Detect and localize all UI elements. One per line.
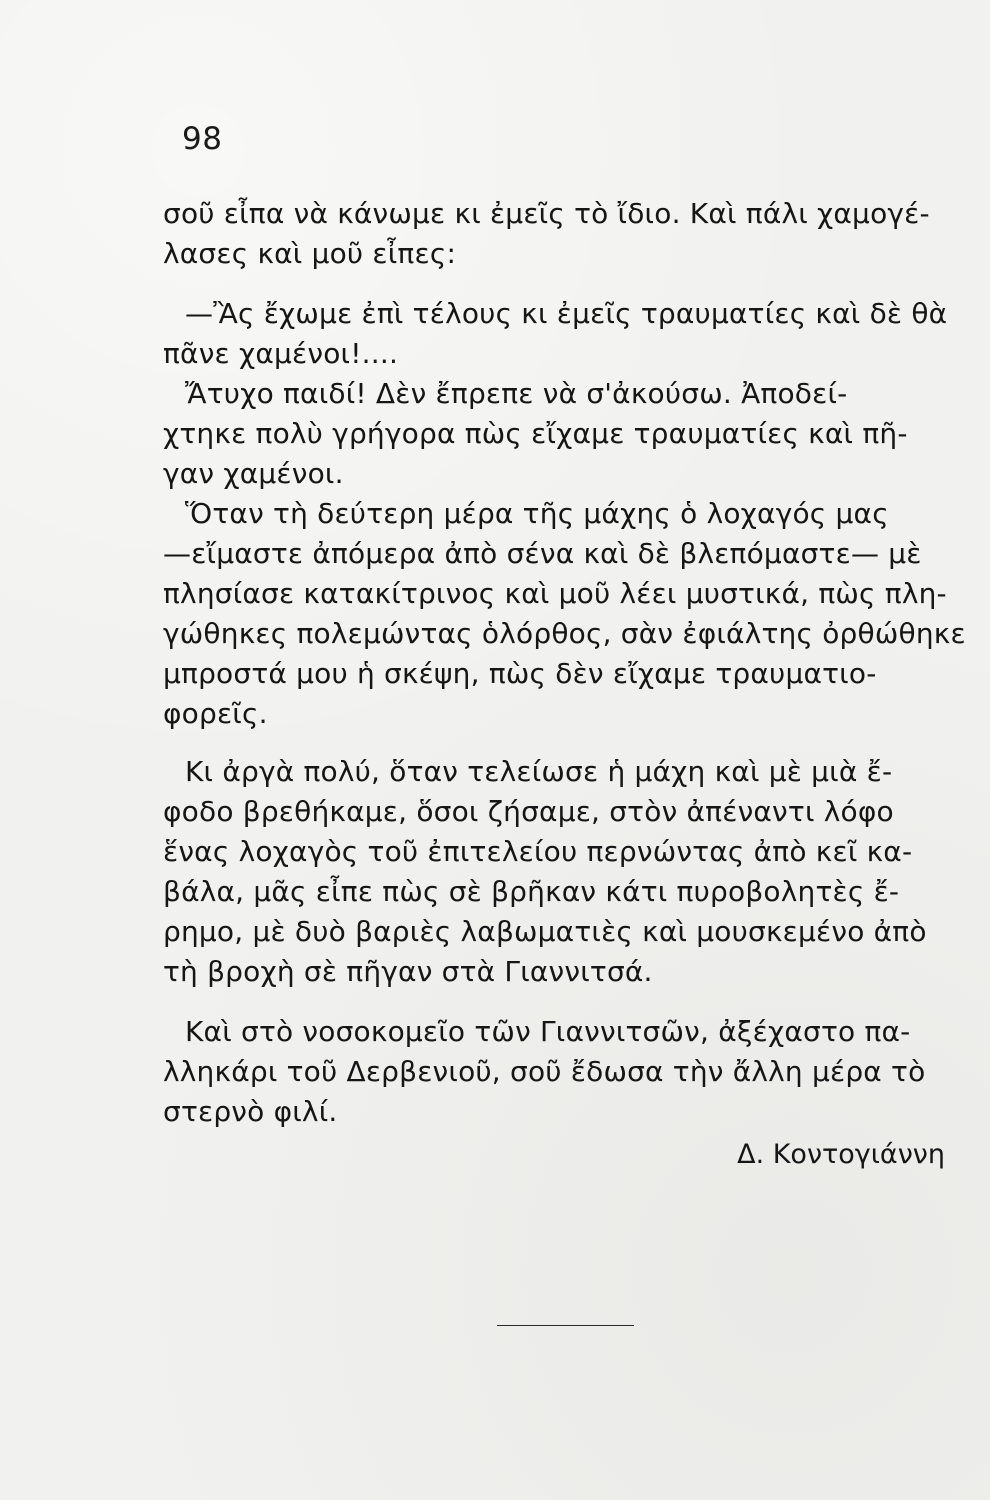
text-line: σοῦ εἶπα νὰ κάνωμε κι ἐμεῖς τὸ ἴδιο. Καὶ πάλι χαμογέ- <box>163 197 930 230</box>
text-line: Κι ἀργὰ πολύ, ὅταν τελείωσε ἡ μάχη καὶ μὲ μιὰ ἔ- <box>185 755 893 788</box>
text-line: Ἄτυχο παιδί! Δὲν ἔπρεπε νὰ σ'ἀκούσω. Ἀποδεί- <box>185 377 848 410</box>
text-line: —Ἂς ἔχωμε ἐπὶ τέλους κι ἐμεῖς τραυματίες καὶ δὲ θὰ <box>185 297 948 330</box>
text-line: γώθηκες πολεμώντας ὁλόρθος, σὰν ἐφιάλτης ὀρθώθηκε <box>163 617 966 650</box>
text-line: Καὶ στὸ νοσοκομεῖο τῶν Γιαννιτσῶν, ἀξέχαστο πα- <box>185 1015 911 1048</box>
text-line: Ὅταν τὴ δεύτερη μέρα τῆς μάχης ὁ λοχαγός μας <box>185 497 889 530</box>
text-line: ἕνας λοχαγὸς τοῦ ἐπιτελείου περνώντας ἀπὸ κεῖ κα- <box>163 835 913 868</box>
text-line: χτηκε πολὺ γρήγορα πὼς εἴχαμε τραυματίες καὶ πῆ- <box>163 417 908 450</box>
text-line: μπροστά μου ἡ σκέψη, πὼς δὲν εἴχαμε τραυματιο- <box>163 657 877 690</box>
text-line: —εἴμαστε ἀπόμερα ἀπὸ σένα καὶ δὲ βλεπόμαστε— μὲ <box>163 537 922 570</box>
text-line: ρημο, μὲ δυὸ βαριὲς λαβωματιὲς καὶ μουσκεμένο ἀπὸ <box>163 915 927 948</box>
text-line: πᾶνε χαμένοι!.... <box>163 337 399 370</box>
text-line: λληκάρι τοῦ Δερβενιοῦ, σοῦ ἔδωσα τὴν ἄλλη μέρα τὸ <box>163 1055 926 1088</box>
text-line: φοδο βρεθήκαμε, ὅσοι ζήσαμε, στὸν ἀπέναντι λόφο <box>163 795 894 828</box>
separator-line <box>497 1325 634 1326</box>
page-number: 98 <box>182 121 223 157</box>
text-line: γαν χαμένοι. <box>163 457 344 490</box>
text-line: λασες καὶ μοῦ εἶπες: <box>163 237 457 270</box>
text-line: στερνὸ φιλί. <box>163 1095 338 1128</box>
text-line: τὴ βροχὴ σὲ πῆγαν στὰ Γιαννιτσά. <box>163 955 653 988</box>
text-line: φορεῖς. <box>163 697 268 730</box>
text-line: βάλα, μᾶς εἶπε πὼς σὲ βρῆκαν κάτι πυροβολητὲς ἔ- <box>163 875 900 908</box>
text-line: πλησίασε κατακίτρινος καὶ μοῦ λέει μυστικά, πὼς πλη- <box>163 577 947 610</box>
signature: Δ. Κοντογιάννη <box>737 1139 945 1170</box>
